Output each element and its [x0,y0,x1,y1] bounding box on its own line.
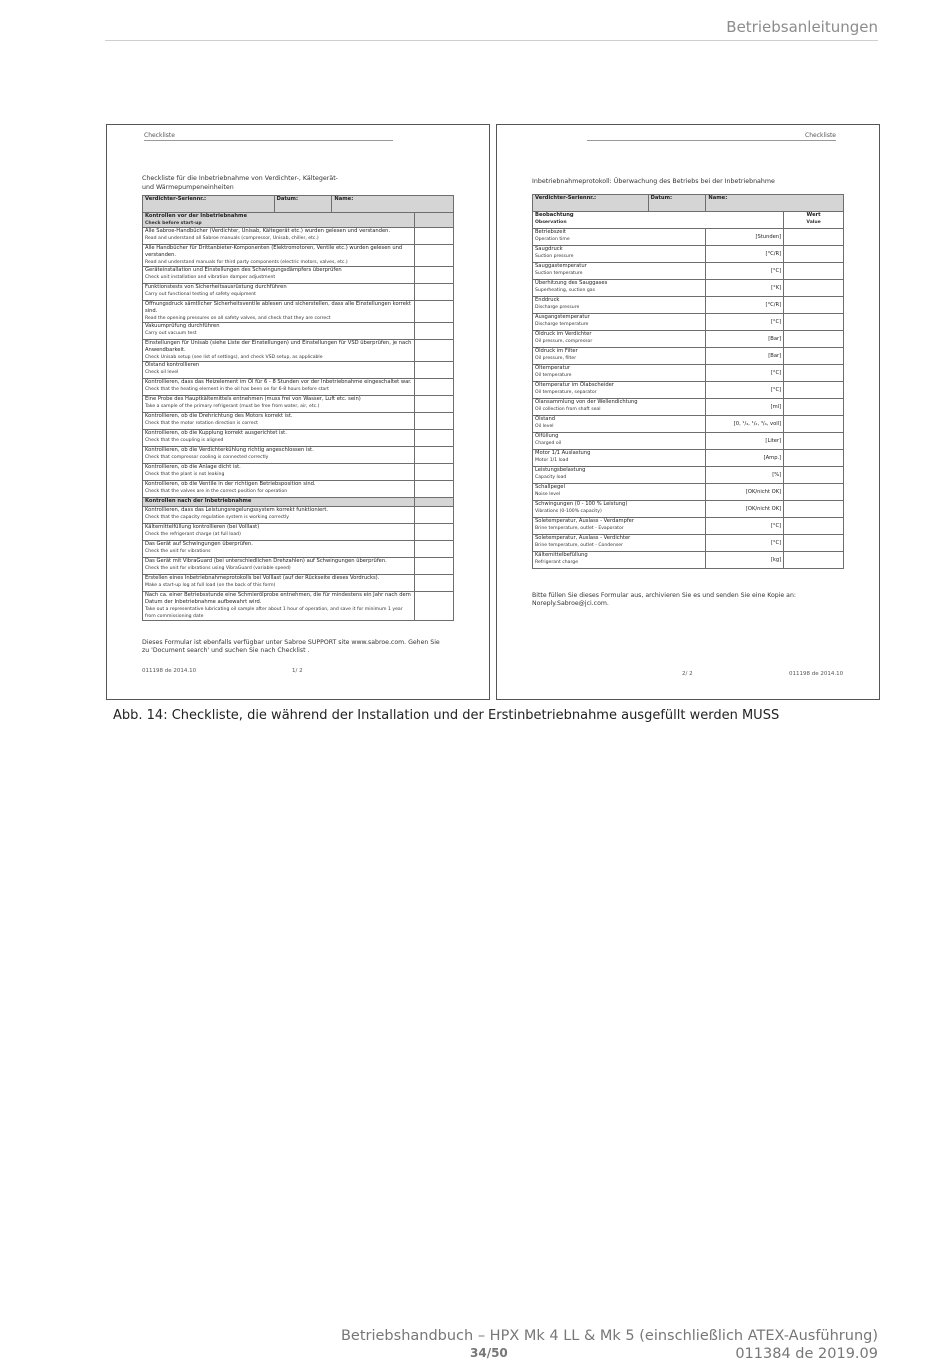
checkbox-cell [415,592,454,621]
section-before-en-text: Check before start-up [145,221,202,226]
observation-cell-text: Ölansammlung von der Wellendichtung [535,399,638,405]
observation-cell-text: Soletemperatur, Auslass - Verdichter [535,535,631,541]
observation-cell-text: Schwingungen (0 - 100 % Leistung) [535,501,628,507]
unit-cell-text: [Amp.] [763,454,782,461]
check-item [143,558,415,575]
table-row [143,267,454,284]
checkbox-cell [415,524,454,541]
table-row [533,518,844,535]
observation-cell-en-text: Suction temperature [535,271,583,276]
check-item-en-text: Check that the valves are in the correct position for operation [145,489,288,494]
checkbox-cell [415,447,454,464]
table-row [143,284,454,301]
observation-cell-text: Motor 1/1 Auslastung [535,450,591,456]
observation-header [533,212,784,229]
table-row [533,246,844,263]
check-item-en-text: Check the unit for vibrations using VibraGuard (variable speed) [145,566,291,571]
check-item [143,541,415,558]
footer-doc-ref: 011384 de 2019.09 [735,1346,878,1362]
check-item [143,379,415,396]
observation-cell-text: Öltemperatur [535,365,571,371]
unit-cell [706,416,784,433]
check-item-en-text: Check that the capacity regulation system is working correctly [145,515,289,520]
section-before [143,213,415,228]
check-item-text: Kontrollieren, ob die Ventile in der richtigen Betriebsposition sind. [145,481,316,487]
observation-cell-en-text: Charged oil [535,441,562,446]
checkbox-cell [415,464,454,481]
check-item [143,575,415,592]
table-row [533,501,844,518]
value-cell [784,246,844,263]
checkbox-cell [415,245,454,267]
value-header-en-text: Value [806,220,821,225]
checkbox-cell [415,481,454,498]
unit-cell [706,467,784,484]
check-item [143,524,415,541]
unit-cell [706,450,784,467]
check-item-text: Kontrollieren, dass das Leistungsregelungssystem korrekt funktioniert. [145,507,329,513]
check-item [143,447,415,464]
serial-header-text: Verdichter-Seriennr.: [535,195,597,201]
check-item-en-text: Make a start-up log at full load (on the back of this form) [145,583,276,588]
check-item-en-text: Check that the coupling is aligned [145,438,224,443]
unit-cell [706,314,784,331]
unit-cell-text: [Liter] [765,437,782,444]
unit-cell [706,382,784,399]
submission-note: Bitte füllen Sie dieses Formular aus, archivieren Sie es und senden Sie eine Kopie an: Noreply.Sabroe@jci.com. [532,592,796,607]
unit-cell-text: [°C] [770,318,782,325]
observation-cell-text: Ausgangstemperatur [535,314,590,320]
observation-cell [533,365,706,382]
table-row [533,433,844,450]
observation-cell-en-text: Brine temperature, outlet - Evaporator [535,526,624,531]
checkbox-cell [415,430,454,447]
check-item [143,228,415,245]
check-item [143,430,415,447]
table-row [533,331,844,348]
footer-page-number: 34/50 [470,1346,508,1360]
serial-header [143,196,275,213]
value-cell [784,331,844,348]
check-item-text: Das Gerät auf Schwingungen überprüfen. [145,541,253,547]
check-item-text: Kontrollieren, ob die Drehrichtung des Motors korrekt ist. [145,413,293,419]
check-item-en-text: Carry out vacuum test [145,331,197,336]
table-row [533,535,844,552]
checklist-table [142,195,454,621]
table-row [143,464,454,481]
sheet-label: Checkliste [144,132,393,141]
unit-cell-text: [Stunden] [755,233,782,240]
table-row [533,450,844,467]
checklist-sheet-2 [496,124,880,700]
table-row [143,301,454,323]
check-item-en-text: Check Unisab setup (see list of settings), and check VSD setup, as applicable [145,355,323,360]
checkbox-cell [415,340,454,362]
sheet-label: Checkliste [587,132,836,141]
table-row [143,592,454,621]
unit-cell-text: [°C] [770,539,782,546]
table-row [533,348,844,365]
check-item [143,507,415,524]
section-row [143,213,454,228]
table-row [143,481,454,498]
name-header-text: Name: [708,195,728,201]
value-cell [784,484,844,501]
check-item-en-text: Check the refrigerant charge (at full load) [145,532,241,537]
table-row [533,297,844,314]
check-item [143,592,415,621]
unit-cell [706,229,784,246]
checklist-sheet-1 [106,124,490,700]
table-row [143,379,454,396]
unit-cell-text: [°C] [770,369,782,376]
observation-header-en-text: Observation [535,220,567,225]
observation-cell-text: Soletemperatur, Auslass - Verdampfer [535,518,635,524]
check-item-text: Öffnungsdruck sämtlicher Sicherheitsventile ablesen und sicherstellen, dass alle Einstellungen korrekt sind. [145,301,411,314]
checkbox-cell [415,558,454,575]
value-cell [784,535,844,552]
check-item-text: Nach ca. einer Betriebsstunde eine Schmierölprobe entnehmen, die für mindestens ein Jahr nach dem Datum der Inbetriebnahme aufbewahrt wird. [145,592,411,605]
unit-cell-text: [Bar] [768,335,782,342]
unit-cell [706,433,784,450]
check-item [143,301,415,323]
check-item-text: Kontrollieren, ob die Kupplung korrekt ausgerichtet ist. [145,430,287,436]
observation-cell-text: Saugdruck [535,246,563,252]
table-header-row [533,195,844,212]
check-item-text: Kontrollieren, dass das Heizelement im Öl für 6 - 8 Stunden vor der Inbetriebnahme eingeschaltet war. [145,379,412,385]
observation-cell [533,280,706,297]
serial-header [533,195,649,212]
observation-cell-text: Betriebszeit [535,229,566,235]
value-cell [784,348,844,365]
checkbox-cell [415,575,454,592]
observation-cell [533,246,706,263]
startup-log-table [532,194,844,569]
table-row [143,413,454,430]
observation-cell-en-text: Noise level [535,492,561,497]
observation-cell [533,467,706,484]
checkbox-cell [415,498,454,507]
value-cell [784,314,844,331]
value-cell [784,518,844,535]
check-item-text: Vakuumprüfung durchführen [145,323,220,329]
checkbox-cell [415,284,454,301]
value-cell [784,399,844,416]
check-item [143,245,415,267]
section-after [143,498,415,507]
checkbox-cell [415,301,454,323]
check-item [143,267,415,284]
name-header [332,196,454,213]
observation-cell-en-text: Oil pressure, filter [535,356,577,361]
check-item-en-text: Check the unit for vibrations [145,549,211,554]
observation-cell [533,433,706,450]
checkbox-cell [415,213,454,228]
value-cell [784,433,844,450]
value-cell [784,280,844,297]
observation-cell [533,229,706,246]
unit-cell-text: [°C/R] [765,250,782,257]
unit-cell [706,263,784,280]
table-row [533,467,844,484]
observation-cell [533,263,706,280]
name-header-text: Name: [334,196,354,202]
serial-header-text: Verdichter-Seriennr.: [145,196,207,202]
unit-cell [706,348,784,365]
check-item-text: Geräteinstallation und Einstellungen des Schwingungsdämpfers überprüfen [145,267,342,273]
observation-cell-en-text: Vibrations (0-100% capacity) [535,509,602,514]
check-item-en-text: Read and understand all Sabroe manuals (compressor, Unisab, chiller, etc.) [145,236,319,241]
check-item [143,362,415,379]
table-row [143,396,454,413]
table-row [533,399,844,416]
value-header-text: Wert [806,212,821,218]
observation-cell-en-text: Superheating, suction gas [535,288,595,293]
unit-cell [706,484,784,501]
check-item [143,481,415,498]
value-header [784,212,844,229]
unit-cell-text: [OK/nicht OK] [745,505,782,512]
unit-cell [706,365,784,382]
observation-cell [533,450,706,467]
check-item-text: Kältemittelfüllung kontrollieren (bei Volllast) [145,524,260,530]
observation-cell [533,348,706,365]
unit-cell-text: [%] [772,471,782,478]
unit-cell-text: [°C] [770,267,782,274]
check-item-text: Alle Sabroe-Handbücher (Verdichter, Unisab, Kältegerät etc.) wurden gelesen und verstanden. [145,228,391,234]
table-row [143,245,454,267]
check-item-en-text: Check that the heating element in the oil has been on for 6-8 hours before start [145,387,329,392]
observation-header-text: Beobachtung [535,212,574,218]
checkbox-cell [415,228,454,245]
observation-cell [533,331,706,348]
observation-cell-en-text: Oil collection from shaft seal [535,407,601,412]
table-row [143,323,454,340]
observation-cell [533,535,706,552]
checkbox-cell [415,267,454,284]
unit-cell-text: [ml] [770,403,782,410]
check-item [143,413,415,430]
check-item-text: Funktionstests von Sicherheitsausrüstung durchführen [145,284,287,290]
date-header-text: Datum: [276,196,299,202]
sheet-page-number: 2/ 2 [682,671,693,677]
check-item-en-text: Take a sample of the primary refrigerant (must be free from water, air, etc.) [145,404,320,409]
unit-cell [706,501,784,518]
check-item-en-text: Check that the plant is not leaking [145,472,225,477]
observation-cell-text: Öltemperatur im Ölabscheider [535,382,614,388]
observation-cell-en-text: Discharge temperature [535,322,589,327]
observation-cell-en-text: Oil pressure, compressor [535,339,593,344]
observation-cell-text: Ölfüllung [535,433,559,439]
observation-cell-text: Öldruck im Filter [535,348,578,354]
observation-cell [533,416,706,433]
observation-cell [533,382,706,399]
section-row [143,498,454,507]
table-row [143,362,454,379]
checkbox-cell [415,396,454,413]
figure-caption: Abb. 14: Checkliste, die während der Installation und der Erstinbetriebnahme ausgefüllt werden MUSS [113,708,780,723]
name-header [706,195,844,212]
checkbox-cell [415,507,454,524]
value-cell [784,297,844,314]
unit-cell [706,552,784,569]
check-item [143,284,415,301]
table-row [143,524,454,541]
checkbox-cell [415,413,454,430]
unit-cell-text: [0, ¹/₄, ¹/₂, ³/₄, voll] [733,420,782,427]
unit-cell [706,535,784,552]
check-item-en-text: Check that the motor rotation direction is correct [145,421,258,426]
observation-cell-text: Überhitzung des Sauggases [535,280,608,286]
value-cell [784,365,844,382]
observation-cell-text: Sauggastemperatur [535,263,587,269]
observation-cell [533,314,706,331]
unit-cell [706,297,784,314]
check-item-en-text: Carry out functional testing of safety equipment [145,292,256,297]
observation-cell-en-text: Suction pressure [535,254,574,259]
check-item-text: Kontrollieren, ob die Verdichterkühlung richtig angeschlossen ist. [145,447,314,453]
check-item-text: Einstellungen für Unisab (siehe Liste der Einstellungen) und Einstellungen für VSD überprüfen, je nach Anwendbarkeit. [145,340,412,353]
unit-cell-text: [°C] [770,386,782,393]
table-row [533,484,844,501]
check-item-text: Ölstand kontrollieren [145,362,200,368]
table-row [143,430,454,447]
date-header [648,195,706,212]
table-row [143,541,454,558]
observation-cell-text: Ölstand [535,416,556,422]
observation-cell-en-text: Oil temperature [535,373,572,378]
availability-note: Dieses Formular ist ebenfalls verfügbar unter Sabroe SUPPORT site www.sabroe.com. Gehen Sie zu 'Document search' und suchen Sie nach Checklist . [142,639,440,654]
sheet-doc-ref: 011198 de 2014.10 [142,668,197,674]
value-cell [784,450,844,467]
check-item [143,323,415,340]
check-item-text: Kontrollieren, ob die Anlage dicht ist. [145,464,241,470]
table-row [143,340,454,362]
unit-cell-text: [°K] [771,284,782,291]
table-row [143,507,454,524]
table-row [533,382,844,399]
check-item-text: Alle Handbücher für Drittanbieter-Komponenten (Elektromotoren, Ventile etc.) wurden gelesen und verstanden. [145,245,403,258]
observation-cell [533,552,706,569]
section-after-text: Kontrollen nach der Inbetriebnahme [145,498,252,504]
observation-cell-en-text: Oil level [535,424,554,429]
check-item-text: Das Gerät mit VibraGuard (bei unterschiedlichen Drehzahlen) auf Schwingungen überprüfen. [145,558,387,564]
value-cell [784,416,844,433]
check-item-en-text: Check oil level [145,370,179,375]
unit-cell-text: [°C] [770,522,782,529]
table-subheader-row [533,212,844,229]
unit-cell-text: [kg] [770,556,782,563]
table-row [533,280,844,297]
table-row [533,552,844,569]
observation-cell-en-text: Motor 1/1 load [535,458,569,463]
table-row [533,229,844,246]
observation-cell-en-text: Operation time [535,237,570,242]
observation-cell-en-text: Refrigerant charge [535,560,579,565]
check-item [143,464,415,481]
check-item-en-text: Check that compressor cooling is connected correctly [145,455,269,460]
check-item [143,396,415,413]
observation-cell [533,518,706,535]
sheet-doc-ref: 011198 de 2014.10 [789,671,844,677]
unit-cell [706,280,784,297]
observation-cell [533,501,706,518]
observation-cell-en-text: Discharge pressure [535,305,580,310]
check-item [143,340,415,362]
sheet-page-number: 1/ 2 [292,668,303,674]
observation-cell-text: Enddruck [535,297,560,303]
table-row [533,314,844,331]
table-row [143,228,454,245]
value-cell [784,501,844,518]
table-row [143,447,454,464]
checkbox-cell [415,323,454,340]
sheet-heading: Inbetriebnahmeprotokoll: Überwachung des Betriebs bei der Inbetriebnahme [532,178,775,185]
value-cell [784,467,844,484]
unit-cell [706,518,784,535]
observation-cell [533,297,706,314]
table-row [533,263,844,280]
observation-cell-en-text: Oil temperature, separator [535,390,597,395]
table-row [143,558,454,575]
value-cell [784,229,844,246]
observation-cell-text: Leistungsbelastung [535,467,586,473]
unit-cell-text: [OK/nicht OK] [745,488,782,495]
date-header [274,196,332,213]
header-title: Betriebsanleitungen [726,18,878,36]
footer-title: Betriebshandbuch – HPX Mk 4 LL & Mk 5 (einschließlich ATEX-Ausführung) [340,1328,878,1344]
observation-cell [533,399,706,416]
value-cell [784,552,844,569]
unit-cell-text: [Bar] [768,352,782,359]
observation-cell-en-text: Capacity load [535,475,567,480]
section-before-text: Kontrollen vor der Inbetriebnahme [145,213,247,219]
value-cell [784,263,844,280]
check-item-en-text: Read and understand manuals for third party components (electric motors, valves, etc.) [145,260,348,265]
date-header-text: Datum: [650,195,673,201]
unit-cell-text: [°C/R] [765,301,782,308]
observation-cell [533,484,706,501]
check-item-en-text: Check unit installation and vibration damper adjustment [145,275,276,280]
checkbox-cell [415,362,454,379]
unit-cell [706,331,784,348]
table-row [533,416,844,433]
observation-cell-text: Öldruck im Verdichter [535,331,592,337]
check-item-text: Eine Probe des Hauptkältemittels entnehmen (muss frei von Wasser, Luft etc. sein) [145,396,361,402]
page-header [105,18,878,41]
checkbox-cell [415,541,454,558]
sheet-heading: Checkliste für die Inbetriebnahme von Verdichter-, Kältegerät- und Wärmepumpeneinheiten [142,175,338,191]
table-row [143,575,454,592]
check-item-en-text: Read the opening pressures on all safety valves, and check that they are correct [145,316,331,321]
table-header-row [143,196,454,213]
unit-cell [706,399,784,416]
table-row [533,365,844,382]
observation-cell-text: Schallpegel [535,484,565,490]
check-item-text: Erstellen eines Inbetriebnahmeprotokolls bei Volllast (auf der Rückseite dieses Vordrucks). [145,575,380,581]
observation-cell-en-text: Brine temperature, outlet - Condenser [535,543,624,548]
checkbox-cell [415,379,454,396]
check-item-en-text: Take out a representative lubricating oil sample after about 1 hour of operation, and save it for minimum 1 year from commissioning date [145,607,403,619]
unit-cell [706,246,784,263]
observation-cell-text: Kältemittelbefüllung [535,552,588,558]
value-cell [784,382,844,399]
